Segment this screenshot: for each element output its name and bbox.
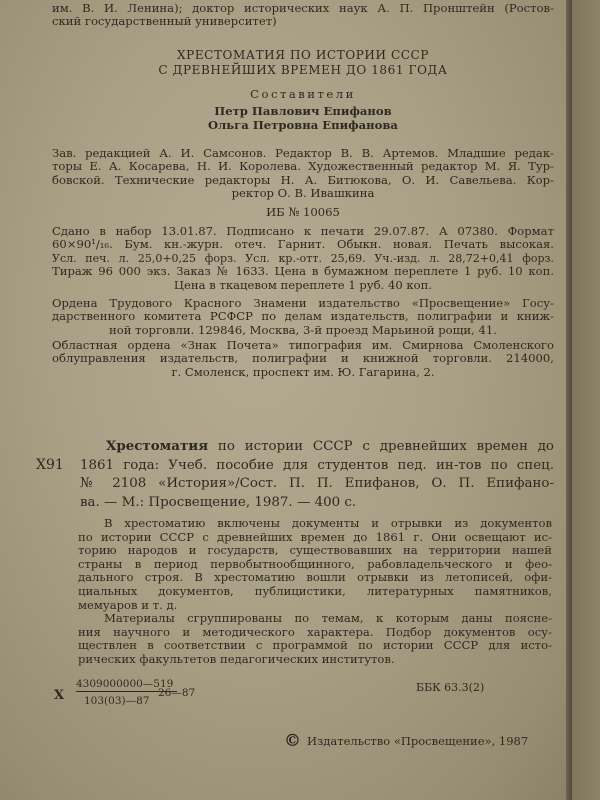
book-title-line-1: ХРЕСТОМАТИЯ ПО ИСТОРИИ СССР: [177, 48, 429, 62]
book-title: [52, 48, 554, 78]
copyright-line: [284, 731, 528, 751]
catalog-entry: [80, 437, 554, 512]
publisher-block: [52, 297, 554, 337]
annotation-line: ния научного и методического характера. Подбор документов осу-: [78, 624, 552, 639]
reviewers-line: им. В. И. Ленина); доктор исторических наук А. П. Пронштейн (Ростов-: [52, 1, 554, 15]
annotation-line: В хрестоматию включены документы и отрывки из документов: [104, 516, 552, 530]
ib-number: ИБ № 10065: [266, 205, 340, 219]
editors-line: бовской. Технические редакторы Н. А. Битюкова, О. И. Савельева. Кор-: [52, 172, 554, 187]
catalog-line: № 2108 «История»/Сост. П. П. Епифанов, О. П. Епифано-: [80, 476, 554, 491]
annotation-line: циальных документов, публицистики, литературных памятников,: [78, 583, 552, 598]
printer-block: [52, 339, 554, 379]
annotation-block: [78, 517, 552, 667]
editors-line: Зав. редакцией А. И. Самсонов. Редактор В. В. Артемов. Младшие редак-: [52, 146, 554, 160]
compilers-block: [52, 88, 554, 132]
publisher-line: дарственного комитета РСФСР по делам издательств, полиграфии и книж-: [52, 309, 554, 324]
print-info-line: Усл. печ. л. 25,0+0,25 форз. Усл. кр.-отт. 25,69. Уч.-изд. л. 28,72+0,41 форз.: [52, 251, 554, 265]
annotation-line: страны в период первобытнообщинного, рабовладельческого и фео-: [78, 556, 552, 571]
annotation-line: ществлен в соответствии с программой по истории СССР для исто-: [78, 638, 552, 653]
printer-line: Областная ордена «Знак Почета» типография им. Смирнова Смоленского: [52, 338, 554, 352]
catalog-code: Х91: [36, 457, 64, 473]
annotation-line: рических факультетов педагогических институтов.: [78, 651, 395, 666]
copyright-icon: ©: [284, 731, 301, 751]
catalog-line: [80, 437, 554, 457]
print-info-line: 60×90¹/₁₆. Бум. кн.-журн. отеч. Гарнит. Обыкн. новая. Печать высокая.: [52, 237, 554, 252]
annotation-line: по истории СССР с древнейших времен до 1861 г. Они освещают ис-: [78, 529, 552, 544]
bbk-code: ББК 63.3(2): [416, 681, 485, 694]
compiler-name: Ольга Петровна Епифанова: [208, 117, 398, 132]
index-letter: Х: [54, 688, 65, 703]
catalog-line: 1861 года: Учеб. пособие для студентов пед. ин-тов по спец.: [80, 457, 554, 473]
annotation-line: Материалы сгруппированы по темам, к которым даны поясне-: [104, 611, 552, 626]
publisher-line: ной торговли. 129846, Москва, 3-й проезд Марьиной рощи, 41.: [109, 322, 497, 337]
editors-line: ректор О. В. Ивашкина: [231, 186, 375, 201]
printer-line: г. Смоленск, проспект им. Ю. Гагарина, 2.: [171, 364, 435, 379]
annotation-line: дального строя. В хрестоматию вошли отрывки из летописей, офи-: [78, 570, 552, 585]
copyright-text: Издательство «Просвещение», 1987: [307, 734, 529, 748]
compiler-name: Петр Павлович Епифанов: [214, 104, 392, 119]
publisher-line: Ордена Трудового Красного Знамени издательство «Просвещение» Госу-: [52, 296, 554, 310]
print-info-line: Сдано в набор 13.01.87. Подписано к печати 29.07.87. А 07380. Формат: [52, 224, 554, 238]
catalog-line-rest: по истории СССР с древнейших времен до: [208, 439, 554, 454]
printer-line: облуправления издательств, полиграфии и книжной торговли. 214000,: [52, 351, 554, 366]
index-suffix: 26—87: [158, 687, 196, 699]
index-numerator: 4309000000—519: [76, 678, 177, 692]
annotation-line: мемуаров и т. д.: [78, 597, 178, 612]
catalog-line: ва. — М.: Просвещение, 1987. — 400 с.: [80, 494, 357, 510]
book-title-line-2: С ДРЕВНЕЙШИХ ВРЕМЕН ДО 1861 ГОДА: [158, 63, 448, 77]
print-info-line: Тираж 96 000 экз. Заказ № 1633. Цена в бумажном переплете 1 руб. 10 коп.: [52, 264, 554, 279]
annotation-line: торию народов и государств, существовавших на территории нашей: [78, 543, 552, 558]
adjacent-page: [572, 0, 600, 800]
catalog-bold-title: Хрестоматия: [106, 438, 209, 454]
print-info-line: Цена в ткацевом переплете 1 руб. 40 коп.: [173, 277, 433, 292]
reviewers-block: [52, 2, 554, 29]
editors-block: [52, 147, 554, 201]
reviewers-line: ский государственный университет): [52, 14, 277, 29]
editors-line: торы Е. А. Косарева, Н. И. Королева. Художественный редактор М. Я. Тур-: [52, 159, 554, 174]
print-info-block: [52, 225, 554, 292]
index-denominator: 103(03)—87: [84, 695, 150, 707]
compilers-heading: Составители: [250, 87, 356, 101]
